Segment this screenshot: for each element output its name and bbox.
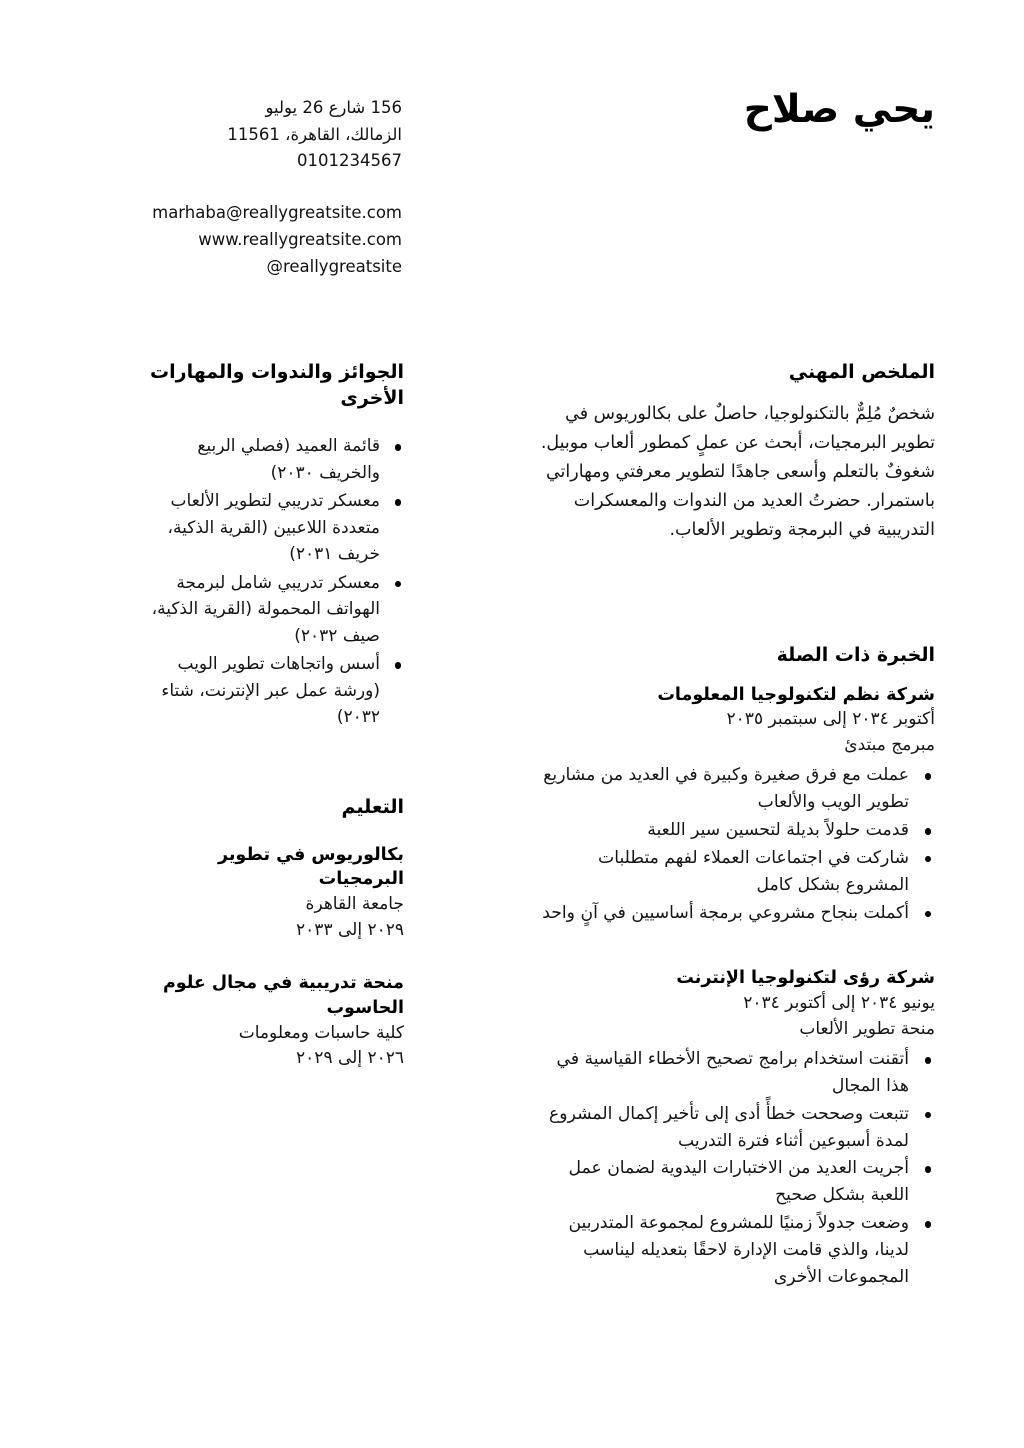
- experience-role: منحة تطوير الألعاب: [799, 1018, 935, 1039]
- experience-entry: [535, 683, 935, 927]
- experience-organization: شركة نظم لتكنولوجيا المعلومات: [657, 684, 935, 705]
- education-institution: جامعة القاهرة: [305, 894, 404, 915]
- education-section-title: التعليم: [341, 795, 404, 818]
- awards-section-title: الجوائز والندوات والمهارات الأخرى: [150, 361, 404, 409]
- list-item: وضعت جدولاً زمنيًا للمشروع لمجموعة المتدربين لدينا، والذي قامت الإدارة لاحقًا بتعديله ليناسب المجموعات الأخرى: [535, 1210, 935, 1290]
- experience-section-title: الخبرة ذات الصلة: [776, 643, 935, 666]
- list-item: أجريت العديد من الاختبارات اليدوية لضمان عمل اللعبة بشكل صحيح: [535, 1155, 935, 1209]
- contact-spacer: [142, 175, 402, 200]
- education-degree: منحة تدريبية في مجال علوم الحاسوب: [162, 973, 404, 1019]
- experience-organization: شركة رؤى لتكنولوجيا الإنترنت: [676, 968, 935, 989]
- entry-spacer: [142, 949, 404, 971]
- experience-bullet-list: [535, 1046, 935, 1290]
- list-item: تتبعت وصححت خطأً أدى إلى تأخير إكمال المشروع لمدة أسبوعين أثناء فترة التدريب: [535, 1101, 935, 1155]
- address-line-1: 156 شارع 26 يوليو: [265, 98, 402, 117]
- list-item: أسس واتجاهات تطوير الويب (ورشة عمل عبر الإنترنت، شتاء ٢٠٣٢): [142, 651, 404, 731]
- education-dates: ٢٠٢٦ إلى ٢٠٢٩: [296, 1048, 404, 1069]
- list-item: أكملت بنجاح مشروعي برمجة أساسيين في آنٍ واحد: [535, 900, 935, 927]
- education-entry: [142, 971, 404, 1072]
- list-item: معسكر تدريبي شامل لبرمجة الهواتف المحمولة (القرية الذكية، صيف ٢٠٣٢): [142, 570, 404, 650]
- experience-dates: أكتوبر ٢٠٣٤ إلى سبتمبر ٢٠٣٥: [726, 709, 935, 730]
- list-item: عملت مع فرق صغيرة وكبيرة في العديد من مشاريع تطوير الويب والألعاب: [535, 762, 935, 816]
- education-entry: [142, 843, 404, 944]
- side-column: [142, 360, 404, 1078]
- section-spacer: [142, 733, 404, 795]
- experience-bullet-list: [535, 762, 935, 926]
- awards-list: [142, 433, 404, 731]
- website-url[interactable]: www.reallygreatsite.com: [198, 229, 402, 249]
- entry-spacer: [535, 932, 935, 966]
- resume-header: [0, 86, 1024, 296]
- experience-dates: يونيو ٢٠٣٤ إلى أكتوبر ٢٠٣٤: [743, 993, 935, 1014]
- address-line-2: الزمالك، القاهرة، 11561: [227, 124, 402, 144]
- contact-block: [142, 95, 402, 280]
- list-item: قدمت حلولاً بديلة لتحسين سير اللعبة: [535, 817, 935, 844]
- candidate-name: يحي صلاح: [743, 87, 935, 132]
- summary-section-title: الملخص المهني: [788, 361, 935, 383]
- experience-entry: [535, 966, 935, 1290]
- list-item: قائمة العميد (فصلي الربيع والخريف ٢٠٣٠): [142, 433, 404, 486]
- section-spacer: [535, 545, 935, 643]
- experience-role: مبرمج مبتدئ: [844, 734, 935, 755]
- education-degree: بكالوريوس في تطوير البرمجيات: [217, 844, 404, 890]
- education-dates: ٢٠٢٩ إلى ٢٠٣٣: [296, 919, 404, 940]
- education-institution: كلية حاسبات ومعلومات: [238, 1022, 404, 1043]
- social-handle[interactable]: @reallygreatsite: [266, 256, 402, 276]
- list-item: معسكر تدريبي لتطوير الألعاب متعددة اللاعبين (القرية الذكية، خريف ٢٠٣١): [142, 488, 404, 568]
- email-address[interactable]: marhaba@reallygreatsite.com: [152, 203, 402, 223]
- summary-text: شخصٌ مُلِمٌّ بالتكنولوجيا، حاصلٌ على بكالوريوس في تطوير البرمجيات، أبحث عن عملٍ كمطور ألعاب موبيل. شغوفٌ بالتعلم وأسعى جاهدًا لتطوير معرفتي ومهاراتي باستمرار. حضرتُ العديد من الندوات والمعسكرات التدريبية في البرمجة وتطوير الألعاب.: [540, 403, 935, 540]
- list-item: شاركت في اجتماعات العملاء لفهم متطلبات المشروع بشكل كامل: [535, 845, 935, 899]
- list-item: أتقنت استخدام برامج تصحيح الأخطاء القياسية في هذا المجال: [535, 1046, 935, 1100]
- phone-number: 0101234567: [297, 151, 402, 171]
- main-column: [535, 360, 935, 1297]
